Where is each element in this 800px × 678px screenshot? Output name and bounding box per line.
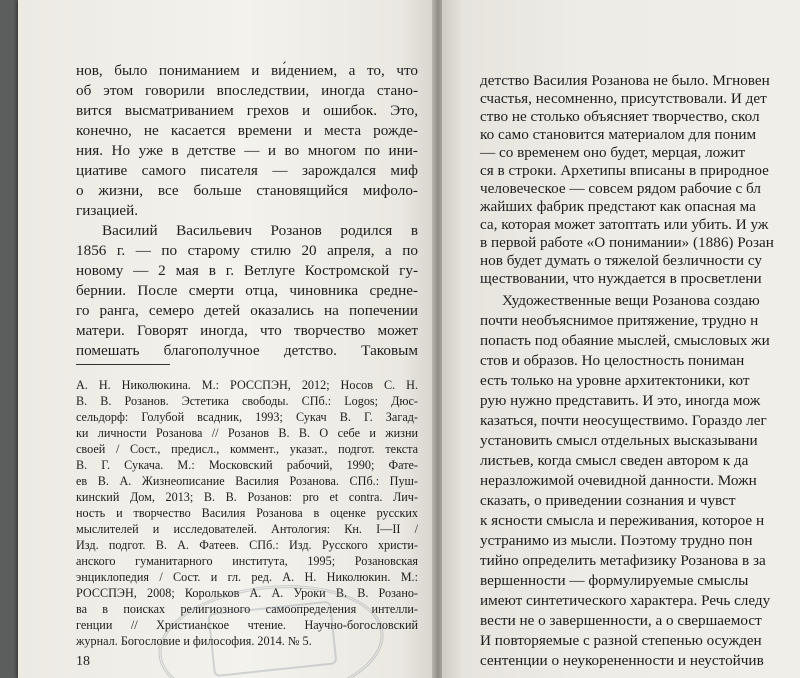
footnote-line-17: журнал. Богословие и философия. 2014. № 5. [76,634,312,648]
footnote-line-13: энциклопедия / Сост. и гл. ред. А. Н. Николюкин. М.: [76,570,418,584]
right-line-6: ся в строки. Архетипы вписаны в природное [480,162,769,179]
right-line-24: к ясности смысла и переживания, которое н [480,512,765,529]
right-line-13: Художественные вещи Розанова создаю [502,292,760,309]
right-line-17: есть только на уровне архитектоники, кот [480,372,750,389]
right-line-5: — со временем оно будет, мерцая, ложит [480,144,746,161]
left-line-12: бернии. После смерти отца, чиновника средне- [76,282,418,299]
right-line-25: устранимо из мысли. Поэтому трудно пон [480,532,753,549]
left-page [18,0,434,678]
right-page [442,0,800,678]
footnote-line-4: ки личности Розанова // Розанов В. В. О себе и жизни [76,426,418,440]
right-line-8: жайших фабрик предстают как опасная ма [480,198,756,215]
right-line-28: имеют синтетического характера. Речь следу [480,592,771,609]
left-line-1: нов, было пониманием и ви́дением, а то, что [76,62,418,79]
footnote-line-11: Изд. подгот. В. А. Фатеев. СПб.: Изд. Русского христи- [76,538,418,552]
right-line-29: вести не о завершенности, а о свершаемост [480,612,762,629]
right-line-21: листьев, когда смысл сведен автором к да [480,452,749,469]
right-line-15: попасть под обаяние мыслей, смысловых жи [480,332,770,349]
footnote-line-15: ва в поисках религиозного самоопределения интелли- [76,602,418,616]
right-line-19: казаться, почти неосуществимо. Гораздо лег [480,412,767,429]
footnote-line-2: В. В. Розанов. Эстетика свободы. СПб.: Logos; Дюс- [76,394,418,408]
footnote-rule [76,364,170,365]
right-line-12: ществовании, что нуждается в просветлени [480,270,762,287]
right-line-23: сказать, о приведении сознания и чувст [480,492,736,509]
left-line-10: 1856 г. — по старому стилю 20 апреля, а по [76,242,418,259]
left-line-5: ния. Но уже в детстве — и во многом по ини- [76,142,418,159]
right-line-3: ство не столько объясняет творчество, скол [480,108,760,125]
right-line-18: рую нужно представить. И это, иногда мож [480,392,761,409]
footnote-line-1: А. Н. Николюкина. М.: РОССПЭН, 2012; Носов С. Н. [76,378,418,392]
left-line-11: новому — 2 мая в г. Ветлуге Костромской гу- [76,262,418,279]
page-number: 18 [76,654,90,669]
footnote-line-5: своей / Сост., предисл., коммент., указат., подгот. текста [76,442,418,456]
library-stamp-inner [207,601,337,678]
right-line-30: И повторяемые с разной степенью осужден [480,632,762,649]
left-line-6: циативе самого писателя — зарождался миф [76,162,418,179]
left-line-15: помешать благополучное детство. Таковым [76,342,418,359]
right-line-14: почти необъяснимое притяжение, трудно н [480,312,759,329]
right-line-7: человеческое — совсем рядом рабочие с бл [480,180,761,197]
right-line-10: в первой работе «О понимании» (1886) Розан [480,234,774,251]
footnote-line-10: мыслителей и исследователей. Антология: Кн. I—II / [76,522,418,536]
right-line-2: счастья, несомненно, присутствовали. И дет [480,90,767,107]
left-line-3: вится высматриванием грехов и ошибок. Это, [76,102,418,119]
right-line-22: неразложимой очевидной данности. Можн [480,472,757,489]
left-line-7: о жизни, все больше становящийся мифоло- [76,182,418,199]
left-line-13: го ранга, семеро детей оказались на попечении [76,302,418,319]
footnote-line-8: кинский Дом, 2013; В. В. Розанов: pro et contra. Лич- [76,490,418,504]
left-line-9: Василий Васильевич Розанов родился в [102,222,418,239]
footnote-line-16: генции // Христианское чтение. Научно-богословский [76,618,418,632]
footnote-line-3: сельдорф: Голубой всадник, 1993; Сукач В. Г. Загад- [76,410,418,424]
left-line-14: матери. Говорят иногда, что творчество может [76,322,418,339]
right-line-20: установить смысл отдельных высказывани [480,432,758,449]
footnote-line-9: ность и творчество Василия Розанова в оценке русских [76,506,418,520]
footnote-line-6: В. Г. Сукача. М.: Московский рабочий, 1990; Фате- [76,458,418,472]
footnote-line-14: РОССПЭН, 2008; Корольков А. А. Уроки В. В. Розано- [76,586,418,600]
right-line-4: ко само становится материалом для поним [480,126,757,143]
left-line-4: конечно, не касается времени и места рожде- [76,122,418,139]
right-line-1: детство Василия Розанова не было. Мгновен [480,72,770,89]
footnote-line-12: анского гуманитарного института, 1995; Розановская [76,554,418,568]
right-line-31: сентенции о неукорененности и неустойчив [480,652,764,669]
right-line-9: са, которая может затоптать или убить. И уж [480,216,769,233]
right-line-11: нов будет думать о тяжелой безличности су [480,252,762,269]
footnote-line-7: ев В. А. Жизнеописание Василия Розанова. СПб.: Пуш- [76,474,418,488]
right-line-16: стов и образов. Но целостность пониман [480,352,745,369]
left-line-8: гизацией. [76,202,139,219]
right-line-27: вершенности — формулируемые смыслы [480,572,749,589]
left-line-2: об этом говорили впоследствии, иногда стано- [76,82,418,99]
right-line-26: тийно определить метафизику Розанова в за [480,552,766,569]
